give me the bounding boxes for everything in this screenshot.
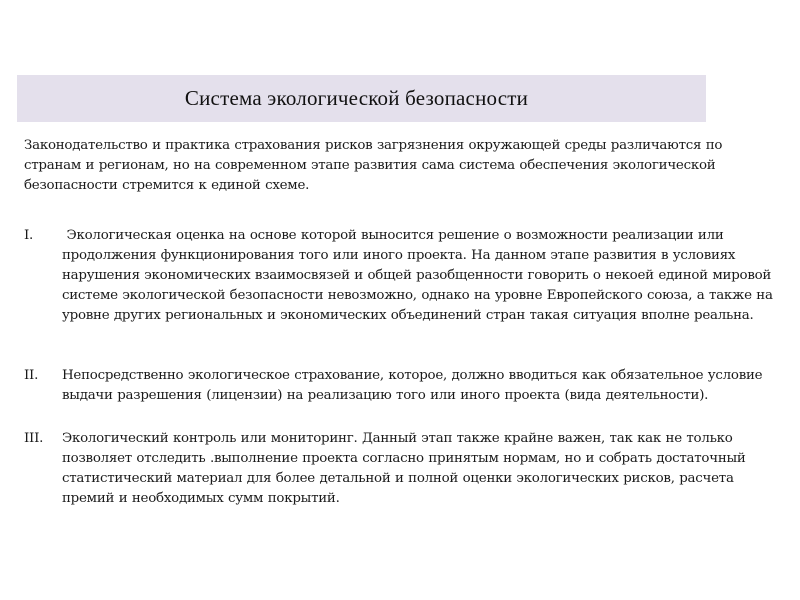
list-item-text: Непосредственно экологическое страхование, которое, должно вводиться как обязательное условие выдачи разрешения (лицензии) на реализацию того или иного проекта (вида деятельности). [62, 368, 763, 403]
list-numeral: III. [24, 431, 44, 446]
list-numeral: II. [24, 368, 39, 383]
slide-title: Система экологической безопасности [184, 86, 529, 110]
list-numeral: I. [24, 228, 34, 243]
list-item-text: Экологический контроль или мониторинг. Данный этап также крайне важен, так как не только позволяет отследить .выполнение проекта согласно принятым нормам, но и собрать достаточный статистический материал для более детальной и полной оценки экологических рисков, расчета премий и необходимых сумм покрытий. [62, 431, 746, 506]
intro-paragraph: Законодательство и практика страхования рисков загрязнения окружающей среды различаются по странам и регионам, но на современном этапе развития сама система обеспечения экологической безопасности стремится к единой схеме. [24, 138, 723, 193]
title-banner [17, 75, 706, 122]
list-item-text: Экологическая оценка на основе которой выносится решение о возможности реализации или продолжения функционирования того или иного проекта. На данном этапе развития в условиях нарушения экономических взаимосвязей и общей разобщенности говорить о некоей единой мировой системе экологической безопасности невозможно, однако на уровне Европейского союза, а также на уровне других региональных и экономических объединений стран такая ситуация вполне реальна. [62, 228, 773, 323]
